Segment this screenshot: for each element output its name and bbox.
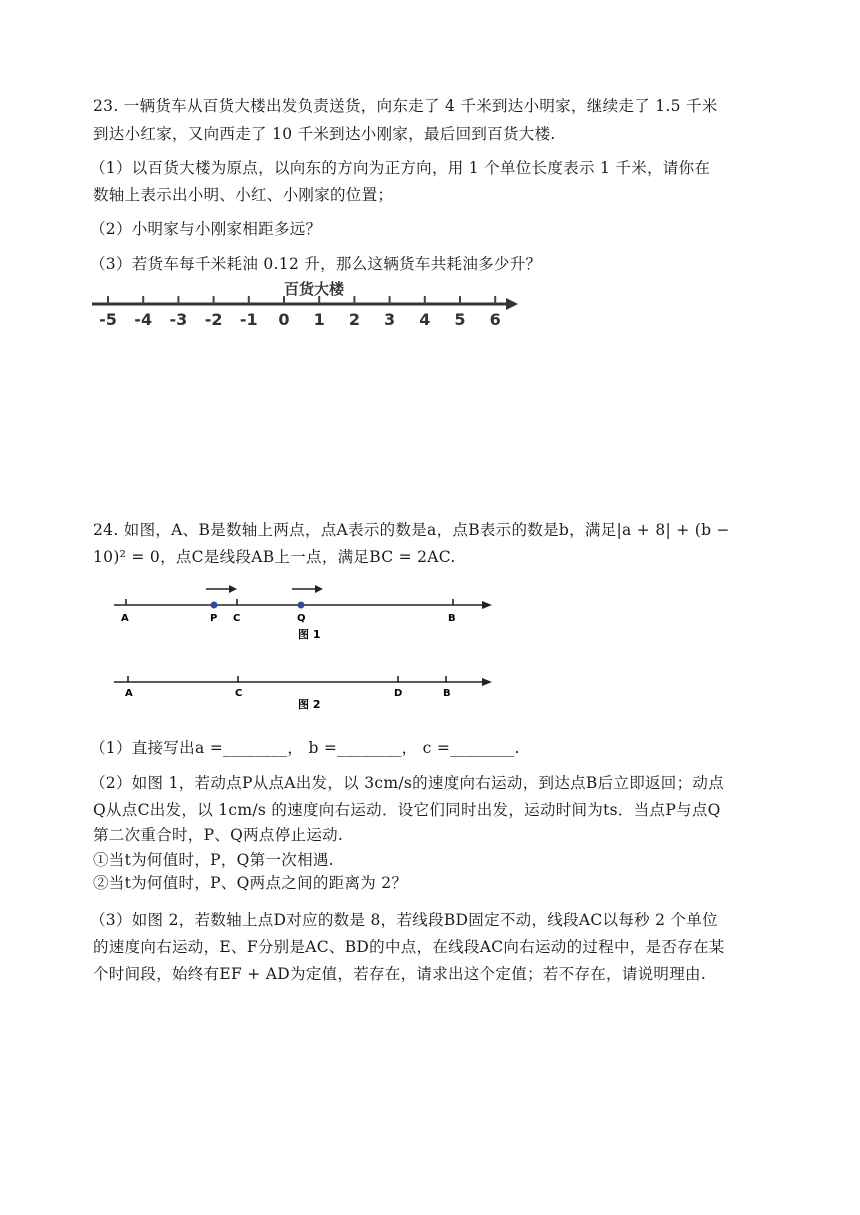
axis-tick-label: -4 (134, 310, 153, 329)
q23-stem-line2: 到达小红家，又向西走了 10 千米到达小刚家，最后回到百货大楼. (93, 125, 556, 143)
q23-number-line (88, 278, 528, 333)
fig1-label-p: P (210, 613, 218, 624)
axis-tick-label: 1 (313, 310, 325, 329)
fig2-caption: 图 2 (298, 698, 321, 711)
axis-tick-label: 4 (419, 310, 431, 329)
fig2-label-a: A (125, 688, 133, 699)
q23-part1-line1: （1）以百货大楼为原点，以向东的方向为正方向，用 1 个单位长度表示 1 千米，请你在 (90, 159, 711, 177)
q24-part3-line1: （3）如图 2，若数轴上点D对应的数是 8，若线段BD固定不动，线段AC以每秒 2 个单位 (90, 911, 718, 929)
q24-figure-1 (108, 578, 498, 643)
q24-part2-line3: 第二次重合时，P、Q两点停止运动. (93, 826, 344, 844)
q24-part2-line2: Q从点C出发，以 1cm/s 的速度向右运动．设它们同时出发，运动时间为ts．当点P与点Q (93, 801, 721, 819)
q24-part3-line2: 的速度向右运动，E、F分别是AC、BD的中点，在线段AC向右运动的过程中，是否存在某 (93, 938, 725, 956)
axis-tick-label: -5 (99, 310, 117, 329)
axis-tick-label: -2 (204, 310, 223, 329)
axis-tick-label: -3 (169, 310, 188, 329)
q24-part2-sub1: ①当t为何值时，P，Q第一次相遇. (93, 851, 334, 869)
q24-part1: （1）直接写出a =________， b =________， c =________. (90, 739, 520, 757)
q24-part2-line1: （2）如图 1，若动点P从点A出发，以 3cm/s的速度向右运动，到达点B后立即返回；动点 (90, 774, 725, 792)
q23-stem-line1: 23. 一辆货车从百货大楼出发负责送货，向东走了 4 千米到达小明家，继续走了 1.5 千米 (93, 97, 718, 115)
q23-part1-line2: 数轴上表示出小明、小红、小刚家的位置； (93, 186, 394, 204)
point-q (298, 602, 305, 609)
fig1-label-q: Q (297, 613, 306, 624)
q23-part2: （2）小明家与小刚家相距多远？ (90, 220, 322, 238)
q24-part2-sub2: ②当t为何值时，P、Q两点之间的距离为 2？ (93, 874, 408, 892)
q24-figure-2 (108, 670, 498, 715)
axis-tick-label: 3 (384, 310, 396, 329)
fig1-label-a: A (121, 613, 129, 624)
fig1-label-b: B (448, 613, 456, 624)
q24-part3-line3: 个时间段，始终有EF + AD为定值，若存在，请求出这个定值；若不存在，请说明理由. (93, 965, 707, 983)
axis-tick-label: 0 (278, 310, 290, 329)
fig1-caption: 图 1 (298, 628, 321, 641)
fig2-label-b: B (443, 688, 451, 699)
fig1-label-c: C (233, 613, 241, 624)
fig2-label-c: C (235, 688, 243, 699)
axis-caption: 百货大楼 (284, 280, 345, 298)
q24-stem-line2: 10)² = 0，点C是线段AB上一点，满足BC = 2AC. (93, 548, 456, 566)
axis-tick-label: 5 (454, 310, 466, 329)
q23-part3: （3）若货车每千米耗油 0.12 升，那么这辆货车共耗油多少升？ (90, 255, 542, 273)
axis-tick-label: 2 (348, 310, 360, 329)
q24-stem-line1: 24. 如图，A、B是数轴上两点，点A表示的数是a，点B表示的数是b，满足|a + 8| + (b − (93, 521, 730, 539)
axis-tick-label: -1 (239, 310, 258, 329)
fig2-label-d: D (394, 688, 403, 699)
point-p (211, 602, 218, 609)
axis-tick-label: 6 (489, 310, 501, 329)
